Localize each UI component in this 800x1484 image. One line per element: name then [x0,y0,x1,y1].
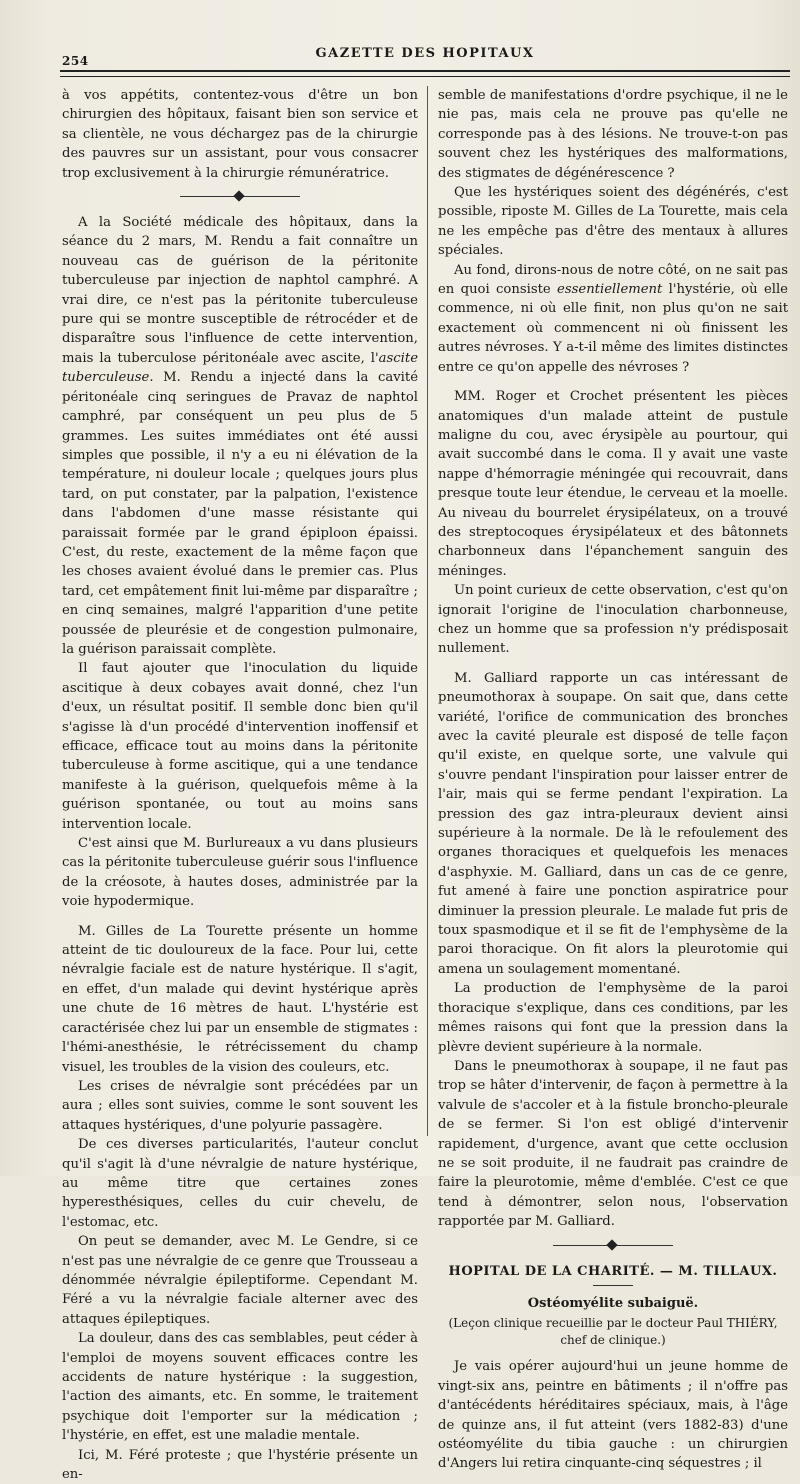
paragraph: Ici, M. Féré proteste ; que l'hystérie présente un en- [62,1447,418,1483]
header-rule-thin [60,76,790,77]
article-subheading: Ostéomyélite subaiguë. [527,1295,699,1311]
text-run: l'hystérie, où elle commence, ni où elle finit, non plus qu'on ne sait exactement où commencent ni où finissent les autres névroses. Y a-t-il même des limites distinctes entre ce qu'on appelle des névroses ? [438,282,788,375]
paragraph: De ces diverses particularités, l'auteur conclut qu'il s'agit là d'une névralgie de nature hystérique, au même titre que certaines zones hyperesthésiques, celles du cuir chevelu, de l'estomac, etc. [62,1137,418,1230]
text-run: . M. Rendu a injecté dans la cavité péritonéale cinq seringues de Pravaz de naphtol camphré, par conséquent un peu plus de 5 grammes. Les suites immédiates ont été aussi simples que possible, il n'y a eu ni élévation de la température, ni douleur locale ; quelques jours plus tard, on put constater, par la palpation, l'existence dans l'abdomen d'une masse résistante qui paraissait formée par le grand épiploon épaissi. C'est, du reste, exactement de la même façon que les choses avaient évolué dans le premier cas. Plus tard, cet empâtement finit lui-même par disparaître ; en cinq semaines, malgré l'apparition d'une petite poussée de pleurésie et de congestion pulmonaire, la guérison paraissait complète. [62,370,418,657]
italic-term: ascite tuberculeuse [62,350,418,386]
paragraph: M. Galliard rapporte un cas intéressant de pneumothorax à soupape. On sait que, dans cette variété, l'orifice de communication des bronches avec la cavité pleurale est disposé de telle façon qu'il existe, en quelque sorte, une valvule qui s'ouvre pendant l'inspiration pour laisser entrer de l'air, mais qui se ferme pendant l'expiration. La pression des gaz intra-pleuraux devient ainsi supérieure à la normale. De là le refoulement des organes thoraciques et quelquefois les menaces d'asphyxie. M. Galliard, dans un cas de ce genre, fut amené à faire une ponction aspiratrice pour diminuer la pression pleurale. Le malade fut pris de toux spasmodique et il se fit de l'emphysème de la paroi thoracique. On fit alors la pleurotomie qui amena un soulagement momentané. [438,670,788,977]
page-number: 254 [62,54,89,68]
paragraph [62,213,418,659]
paragraph: semble de manifestations d'ordre psychique, il ne le nie pas, mais cela ne prouve pas qu'elle ne corresponde pas à des lésions. Ne trouve-t-on pas souvent chez les hystériques des malformations, des stigmates de dégénérescence ? [438,88,788,181]
header-rule-thick [60,70,790,72]
paragraph: Je vais opérer aujourd'hui un jeune homme de vingt-six ans, peintre en bâtiments ; il n'offre pas d'antécédents héréditaires spéciaux, mais, à l'âge de quinze ans, il fut atteint (vers 1882-83) d'une ostéomyélite du tibia gauche : un chirurgien d'Angers lui retira cinquante-cinq séquestres ; il [438,1359,788,1472]
journal-title: GAZETTE DES HOPITAUX [315,46,535,61]
section-separator [62,187,418,205]
paragraph: à vos appétits, contentez-vous d'être un bon chirurgien des hôpitaux, faisant bien son service et sa clientèle, ne vous déchargez pas de la chirurgie des pauvres sur un assistant, pour vous consacrer trop exclusivement à la chirurgie rémunératrice. [62,88,418,181]
paragraph: M. Gilles de La Tourette présente un homme atteint de tic douloureux de la face. Pour lui, cette névralgie faciale est de nature hystérique. Il s'agit, en effet, d'un malade qui devint hystérique après une chute de 16 mètres de haut. L'hystérie est caractérisée chez lui par un ensemble de stigmates : l'hémi-anesthésie, le rétrécissement du champ visuel, les troubles de la vision des couleurs, etc. [62,923,418,1075]
page-header [60,44,790,66]
paragraph: Que les hystériques soient des dégénérés, c'est possible, riposte M. Gilles de La Tourette, mais cela ne les empêche pas d'être des mentaux à allures spéciales. [438,185,788,259]
left-column [62,86,418,1484]
paragraph: La production de l'emphysème de la paroi thoracique s'explique, dans ces conditions, par les mêmes raisons qui font que la pression dans la plèvre devient supérieure à la normale. [438,981,788,1055]
article-byline: (Leçon clinique recueillie par le docteur Paul THIÉRY, chef de clinique.) [448,1316,778,1348]
section-separator [438,1236,788,1254]
paragraph [438,261,788,377]
paragraph: C'est ainsi que M. Burlureaux a vu dans plusieurs cas la péritonite tuberculeuse guérir sous l'influence de la créosote, à hautes doses, administrée par la voie hypodermique. [62,836,418,910]
paragraph: Les crises de névralgie sont précédées par un aura ; elles sont suivies, comme le sont souvent les attaques hystériques, d'une polyurie passagère. [62,1078,418,1133]
paragraph: Dans le pneumothorax à soupape, il ne faut pas trop se hâter d'intervenir, de façon à permettre à la valvule de s'accoler et à la fistule broncho-pleurale de se fermer. Si l'on est obligé d'intervenir rapidement, d'urgence, avant que cette occlusion ne se soit produite, il ne faudrait pas craindre de faire la pleurotomie, même d'emblée. C'est ce que tend à démontrer, selon nous, l'observation rapportée par M. Galliard. [438,1058,788,1230]
separator-ornament-icon [606,1239,617,1250]
paragraph: Il faut ajouter que l'inoculation du liquide ascitique à deux cobayes avait donné, chez l'un d'eux, un résultat positif. Il semble donc bien qu'il s'agisse là d'un procédé d'intervention inoffensif et efficace, efficace tout au moins dans la péritonite tuberculeuse à forme ascitique, qui a une tendance manifeste à la guérison, quelquefois même à la guérison spontanée, ou tout au moins sans intervention locale. [62,661,418,832]
paragraph: On peut se demander, avec M. Le Gendre, si ce n'est pas une névralgie de ce genre que Trousseau a dénommée névralgie épileptiforme. Cependant M. Féré a vu la névralgie faciale alterner avec des attaques épileptiques. [62,1234,418,1327]
paragraph: Un point curieux de cette observation, c'est qu'on ignorait l'origine de l'inoculation charbonneuse, chez un homme que sa profession n'y prédisposait nullement. [438,583,788,657]
paragraph: MM. Roger et Crochet présentent les pièces anatomiques d'un malade atteint de pustule maligne du cou, avec érysipèle au pourtour, qui avait succombé dans le coma. Il y avait une vaste nappe d'hémorragie méningée qui recouvrait, dans presque toute leur étendue, le cerveau et la moelle. Au niveau du bourrelet érysipélateux, on a trouvé des streptocoques érysipélateux et des bâtonnets charbonneux dans l'épanchement sanguin des méninges. [438,389,788,579]
italic-term: essentiellement [557,282,663,298]
column-divider [427,86,428,1136]
separator-ornament-icon [233,190,244,201]
right-column [438,86,788,1474]
text-run: A la Société médicale des hôpitaux, dans la séance du 2 mars, M. Rendu a fait connaître un nouveau cas de guérison de la péritonite tuberculeuse par injection de naphtol camphré. A vrai dire, ce n'est pas la péritonite tuberculeuse pure qui se montre susceptible de rétrocéder et de disparaître sous l'influence de cette intervention, mais la tuberculose péritonéale avec ascite, l' [62,215,418,366]
section-heading: HOPITAL DE LA CHARITÉ. — M. TILLAUX. [448,1263,778,1279]
heading-rule [593,1285,633,1286]
text-run: Au fond, dirons-nous de notre côté, on ne sait pas en quoi consiste [438,262,788,298]
paragraph: La douleur, dans des cas semblables, peut céder à l'emploi de moyens souvent efficaces contre les accidents de nature hystérique : la suggestion, l'action des aimants, etc. En somme, le traitement psychique doit l'emporter sur la médication ; l'hystérie, en effet, est une maladie mentale. [62,1331,418,1444]
